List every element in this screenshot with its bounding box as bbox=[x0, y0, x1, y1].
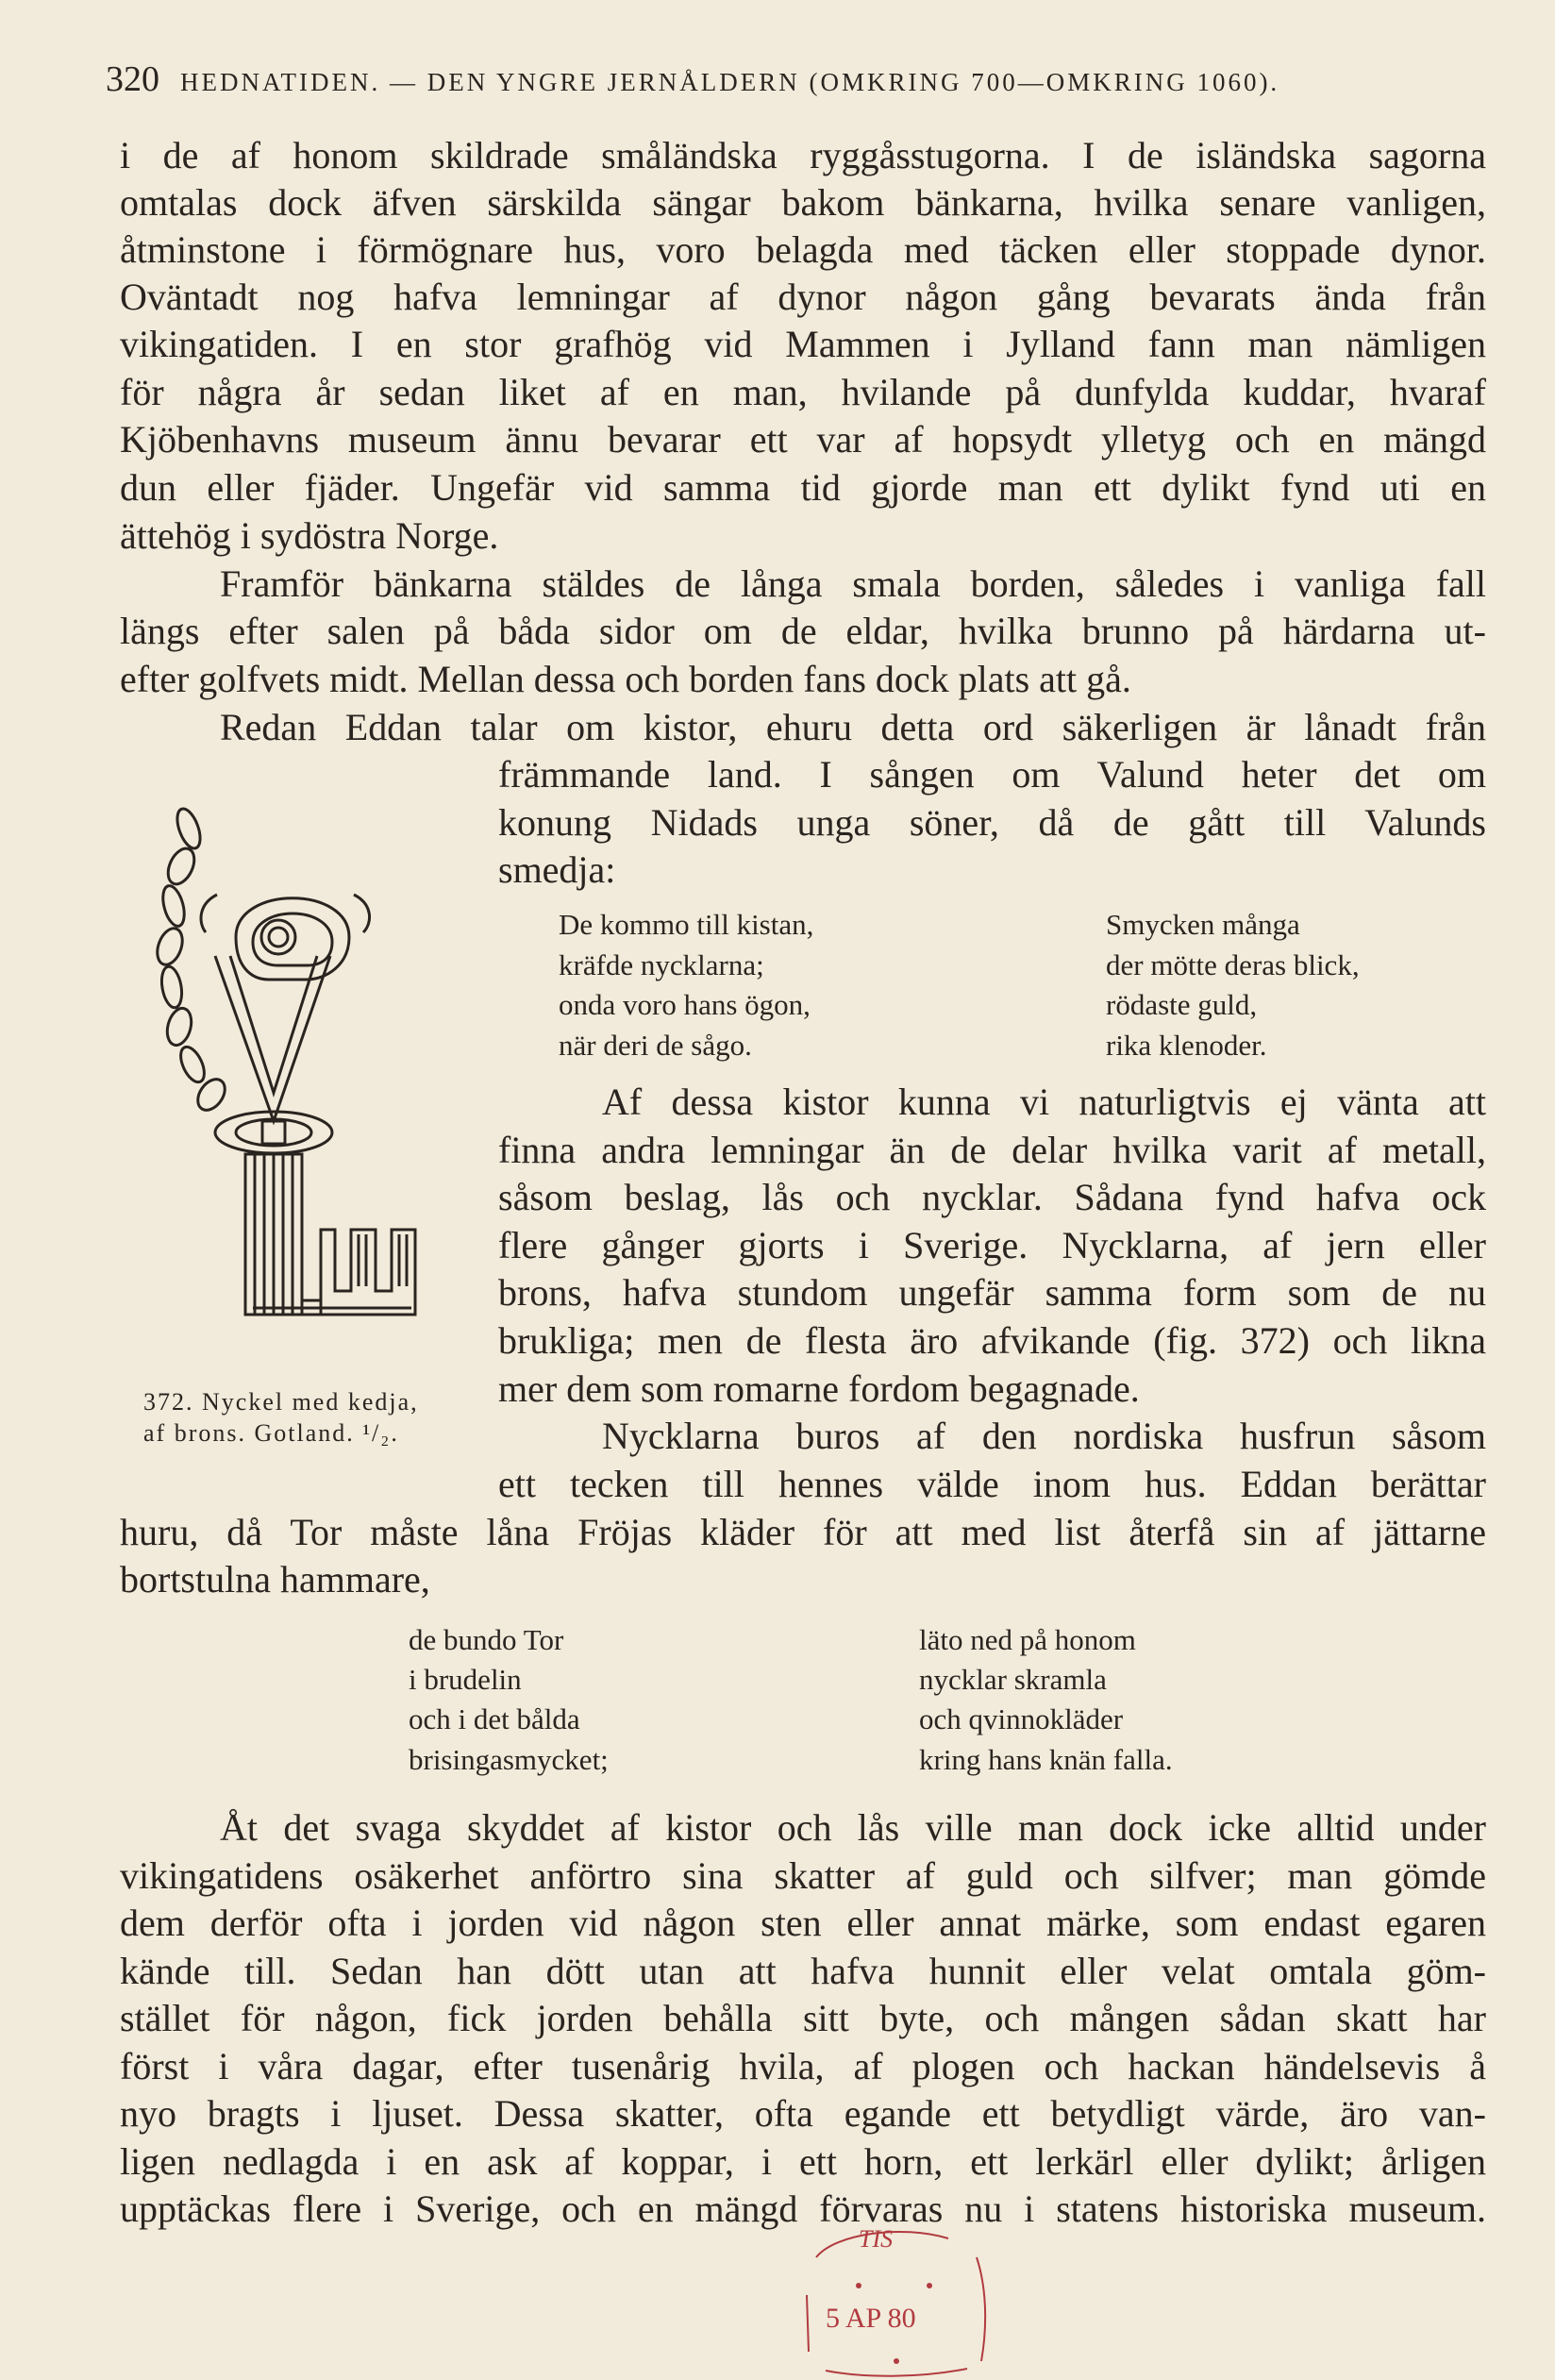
verse-line: brisingasmycket; bbox=[409, 1743, 609, 1776]
verse-line: nycklar skramla bbox=[919, 1663, 1107, 1696]
verse-line: der mötte deras blick, bbox=[1106, 948, 1360, 981]
text-line: mer dem som romarne fordom begagnade. bbox=[498, 1367, 1140, 1410]
text-line: brukliga; men de flesta äro afvikande (fig. 372) och likna bbox=[498, 1319, 1486, 1362]
stamp-top-text: TIS bbox=[859, 2225, 894, 2253]
verse-line: kräfde nycklarna; bbox=[559, 948, 764, 981]
verse-line: Smycken många bbox=[1106, 908, 1300, 941]
figure-caption-line: 372. Nyckel med kedja, bbox=[143, 1388, 419, 1416]
key-with-chain-illustration bbox=[132, 791, 491, 1366]
text-line: omtalas dock äfven särskilda sängar bakom bänkarna, hvilka senare vanligen, bbox=[120, 181, 1486, 224]
text-line: huru, då Tor måste låna Fröjas kläder för att med list återfå sin af jättarne bbox=[120, 1511, 1486, 1553]
text-line: nyo bragts i ljuset. Dessa skatter, ofta egande ett betydligt värde, äro van- bbox=[120, 2092, 1486, 2135]
text-line: brons, hafva stundom ungefär samma form som de nu bbox=[498, 1271, 1486, 1314]
text-line: dun eller fjäder. Ungefär vid samma tid gjorde man ett dylikt fynd uti en bbox=[120, 466, 1486, 509]
verse-line: rödaste guld, bbox=[1106, 988, 1258, 1021]
figure-caption-line: af brons. Gotland. ¹/₂. bbox=[143, 1419, 399, 1447]
text-line: smedja: bbox=[498, 848, 616, 891]
verse-line: de bundo Tor bbox=[409, 1623, 564, 1656]
text-line: efter golfvets midt. Mellan dessa och borden fans dock plats att gå. bbox=[120, 658, 1131, 700]
text-line: först i våra dagar, efter tusenårig hvila, af plogen och hackan händelsevis å bbox=[120, 2045, 1486, 2087]
text-line: ättehög i sydöstra Norge. bbox=[120, 514, 499, 557]
text-line: bortstulna hammare, bbox=[120, 1558, 430, 1601]
running-header bbox=[106, 59, 1446, 106]
text-line: ett tecken till hennes välde inom hus. Eddan berättar bbox=[498, 1463, 1486, 1505]
library-stamp bbox=[788, 2220, 1000, 2380]
text-line: Redan Eddan talar om kistor, ehuru detta ord säkerligen är lånadt från bbox=[220, 706, 1486, 748]
text-line: stället för någon, fick jorden behålla sitt byte, och mången sådan skatt har bbox=[120, 1997, 1486, 2039]
text-line: dem derför ofta i jorden vid någon sten eller annat märke, som endast egaren bbox=[120, 1902, 1486, 1944]
text-line: såsom beslag, lås och nycklar. Sådana fynd hafva ock bbox=[498, 1176, 1486, 1218]
text-line: flere gånger gjorts i Sverige. Nycklarna, af jern eller bbox=[498, 1224, 1486, 1266]
text-line: Kjöbenhavns museum ännu bevarar ett var af hopsydt ylletyg och en mängd bbox=[120, 418, 1486, 461]
text-line: vikingatidens osäkerhet anförtro sina skatter af guld och silfver; man gömde bbox=[120, 1854, 1486, 1897]
text-line: åtminstone i förmögnare hus, voro belagda med täcken eller stoppade dynor. bbox=[120, 228, 1486, 271]
text-line: upptäckas flere i Sverige, och en mängd förvaras nu i statens historiska museum. bbox=[120, 2187, 1486, 2230]
text-line: Oväntadt nog hafva lemningar af dynor någon gång bevarats ända från bbox=[120, 276, 1486, 318]
verse-line: och qvinnokläder bbox=[919, 1702, 1124, 1735]
verse-line: när deri de sågo. bbox=[559, 1029, 752, 1062]
verse-line: i brudelin bbox=[409, 1663, 522, 1696]
text-line: längs efter salen på båda sidor om de eldar, hvilka brunno på härdarna ut- bbox=[120, 610, 1486, 652]
text-line: Åt det svaga skyddet af kistor och lås ville man dock icke alltid under bbox=[220, 1806, 1486, 1849]
text-line: ligen nedlagda i en ask af koppar, i ett horn, ett lerkärl eller dylikt; årligen bbox=[120, 2140, 1486, 2183]
stamp-date: 5 AP 80 bbox=[826, 2303, 916, 2334]
text-line: vikingatiden. I en stor grafhög vid Mammen i Jylland fann man nämligen bbox=[120, 323, 1486, 365]
text-line: Af dessa kistor kunna vi naturligtvis ej vänta att bbox=[602, 1081, 1486, 1123]
verse-line: onda voro hans ögon, bbox=[559, 988, 811, 1021]
text-line: finna andra lemningar än de delar hvilka varit af metall, bbox=[498, 1129, 1486, 1171]
text-line: Framför bänkarna stäldes de långa smala borden, således i vanliga fall bbox=[220, 562, 1486, 605]
verse-line: kring hans knän falla. bbox=[919, 1743, 1173, 1776]
page-number: 320 bbox=[106, 59, 159, 99]
text-line: Nycklarna buros af den nordiska husfrun såsom bbox=[602, 1415, 1486, 1457]
verse-line: och i det bålda bbox=[409, 1702, 580, 1735]
text-line: för några år sedan liket af en man, hvilande på dunfylda kuddar, hvaraf bbox=[120, 371, 1486, 413]
verse-line: rika klenoder. bbox=[1106, 1029, 1267, 1062]
verse-line: De kommo till kistan, bbox=[559, 908, 814, 941]
text-line: kände till. Sedan han dött utan att hafva hunnit eller velat omtala göm- bbox=[120, 1950, 1486, 1992]
running-title: HEDNATIDEN. — DEN YNGRE JERNÅLDERN (OMKRING 700—OMKRING 1060). bbox=[180, 68, 1280, 96]
text-line: främmande land. I sången om Valund heter det om bbox=[498, 753, 1486, 796]
text-line: i de af honom skildrade småländska ryggåsstugorna. I de isländska sagorna bbox=[120, 134, 1486, 176]
verse-line: läto ned på honom bbox=[919, 1623, 1136, 1656]
text-line: konung Nidads unga söner, då de gått till Valunds bbox=[498, 801, 1486, 844]
